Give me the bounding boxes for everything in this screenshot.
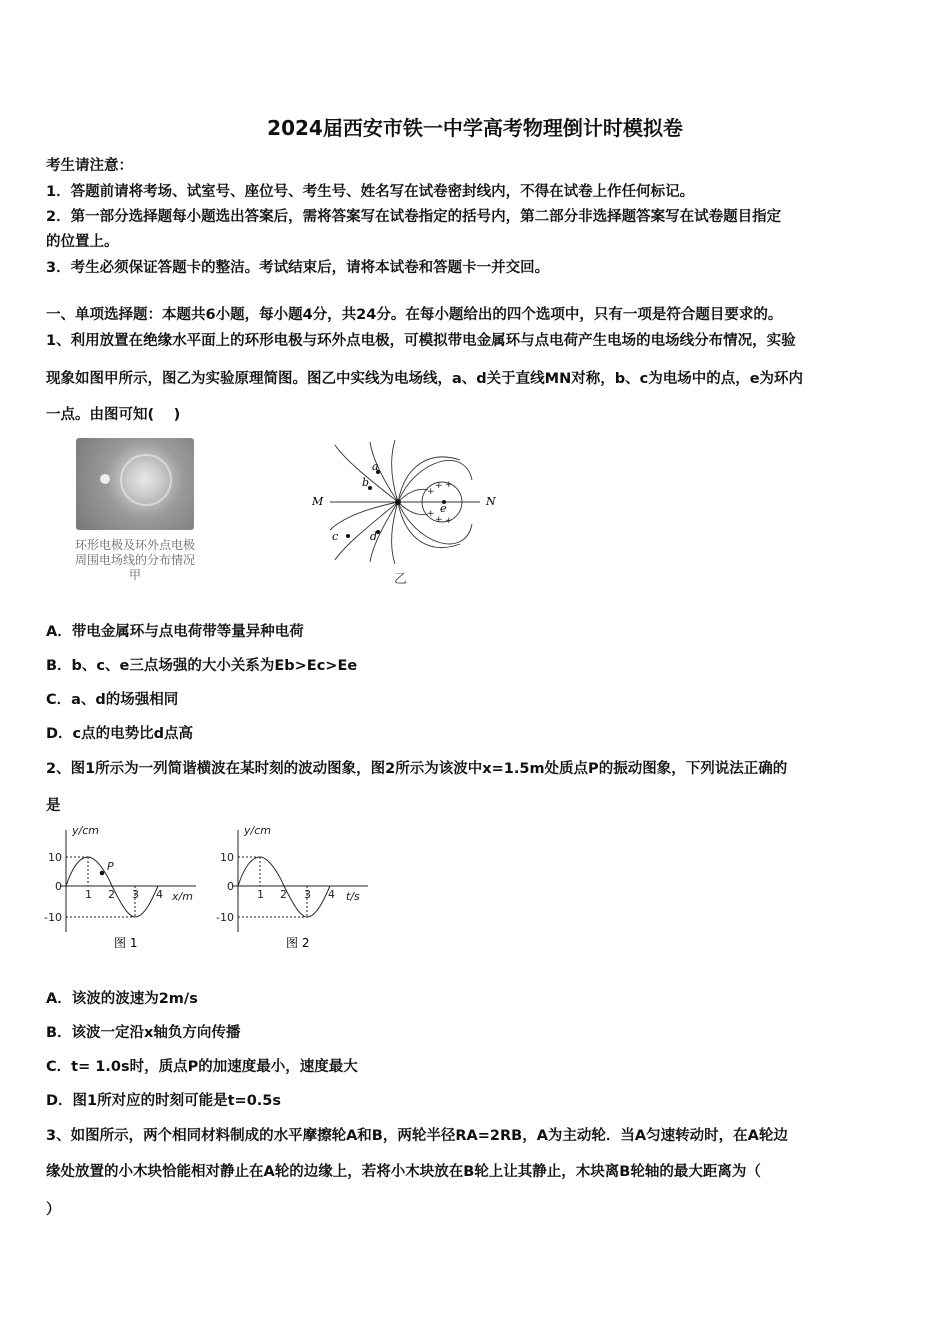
q3-stem: ） [46,1202,61,1218]
svg-text:+: + [445,516,453,526]
notice-item: 3．考生必须保证答题卡的整洁。考试结束后，请将本试卷和答题卡一并交回。 [46,260,550,276]
fig2-xtick: 1 [257,888,264,901]
svg-text:+: + [427,487,435,497]
q3-stem: 缘处放置的小木块恰能相对静止在A轮的边缘上，若将小木块放在B轮上让其静止，木块离B轮轴的最大距离为（ [46,1164,761,1180]
label-M: M [312,495,324,508]
q2-option-c: C．t= 1.0s时，质点P的加速度最小，速度最大 [46,1059,358,1075]
fig1-xtick: 1 [85,888,92,901]
q2-option-b: B．该波一定沿x轴负方向传播 [46,1025,241,1041]
svg-text:+: + [427,509,435,519]
q1-stem: 1、利用放置在绝缘水平面上的环形电极与环外点电极，可模拟带电金属环与点电荷产生电场的电场线分布情况，实验 [46,333,796,349]
fig2-ytick: 10 [220,851,234,864]
label-d: d [370,530,378,543]
fig2-caption: 图 2 [286,936,310,950]
wave-figure-2 [212,822,382,957]
svg-text:+: + [435,515,443,525]
fig1-xlabel: x/m [172,890,193,903]
fig1-ytick: -10 [44,911,62,924]
notice-heading: 考生请注意： [46,158,133,174]
q1-stem: 现象如图甲所示，图乙为实验原理简图。图乙中实线为电场线，a、d关于直线MN对称，b、c为电场中的点，e为环内 [46,371,804,387]
q2-stem: 2、图1所示为一列简谐横波在某时刻的波动图象，图2所示为该波中x=1.5m处质点P的振动图象，下列说法正确的 [46,761,788,777]
fig1-xtick: 4 [156,888,163,901]
fig1-caption: 图 1 [114,936,138,950]
q2-option-a: A．该波的波速为2m/s [46,991,198,1007]
fig1-ylabel: y/cm [72,824,99,837]
notice-item: 的位置上。 [46,234,119,250]
fig1-point-p: P [107,860,114,873]
wave-figure-1 [40,822,210,957]
fig2-ylabel: y/cm [244,824,271,837]
q2-stem: 是 [46,798,61,814]
label-N: N [486,495,496,508]
fig2-xtick: 3 [304,888,311,901]
fig2-xtick: 4 [328,888,335,901]
fig1-ytick: 0 [55,880,62,893]
label-a: a [372,460,379,473]
q1-stem: 一点。由图可知( ) [46,407,181,423]
q2-option-d: D．图1所对应的时刻可能是t=0.5s [46,1093,282,1109]
q1-option-a: A．带电金属环与点电荷带等量异种电荷 [46,624,304,640]
fig1-xtick: 3 [132,888,139,901]
notice-item: 2．第一部分选择题每小题选出答案后，需将答案写在试卷指定的括号内，第二部分非选择题答案写在试卷题目指定 [46,209,782,225]
field-line-diagram [300,440,510,590]
label-b: b [362,476,370,489]
page-title: 2024届西安市铁一中学高考物理倒计时模拟卷 [267,116,683,140]
section-header: 一、单项选择题：本题共6小题，每小题4分，共24分。在每小题给出的四个选项中，只有一项是符合题目要求的。 [46,307,783,323]
fig2-xtick: 2 [280,888,287,901]
svg-text:+: + [435,481,443,491]
fig2-xlabel: t/s [346,890,360,903]
q1-option-b: B．b、c、e三点场强的大小关系为Eb>Ec>Ee [46,658,358,674]
label-c: c [332,530,339,543]
label-e: e [440,502,447,515]
diagram-caption: 乙 [394,572,408,587]
photo-caption: 环形电极及环外点电极 周围电场线的分布情况 甲 [74,538,195,582]
fig1-xtick: 2 [108,888,115,901]
fig1-ytick: 10 [48,851,62,864]
fig2-ytick: 0 [227,880,234,893]
fig2-ytick: -10 [216,911,234,924]
svg-text:+: + [445,480,453,490]
q1-option-c: C．a、d的场强相同 [46,692,179,708]
q3-stem: 3、如图所示，两个相同材料制成的水平摩擦轮A和B，两轮半径RA=2RB，A为主动轮．当A匀速转动时，在A轮边 [46,1128,788,1144]
notice-item: 1．答题前请将考场、试室号、座位号、考生号、姓名写在试卷密封线内，不得在试卷上作任何标记。 [46,184,695,200]
electrode-photo [76,438,194,530]
q1-option-d: D．c点的电势比d点高 [46,726,194,742]
